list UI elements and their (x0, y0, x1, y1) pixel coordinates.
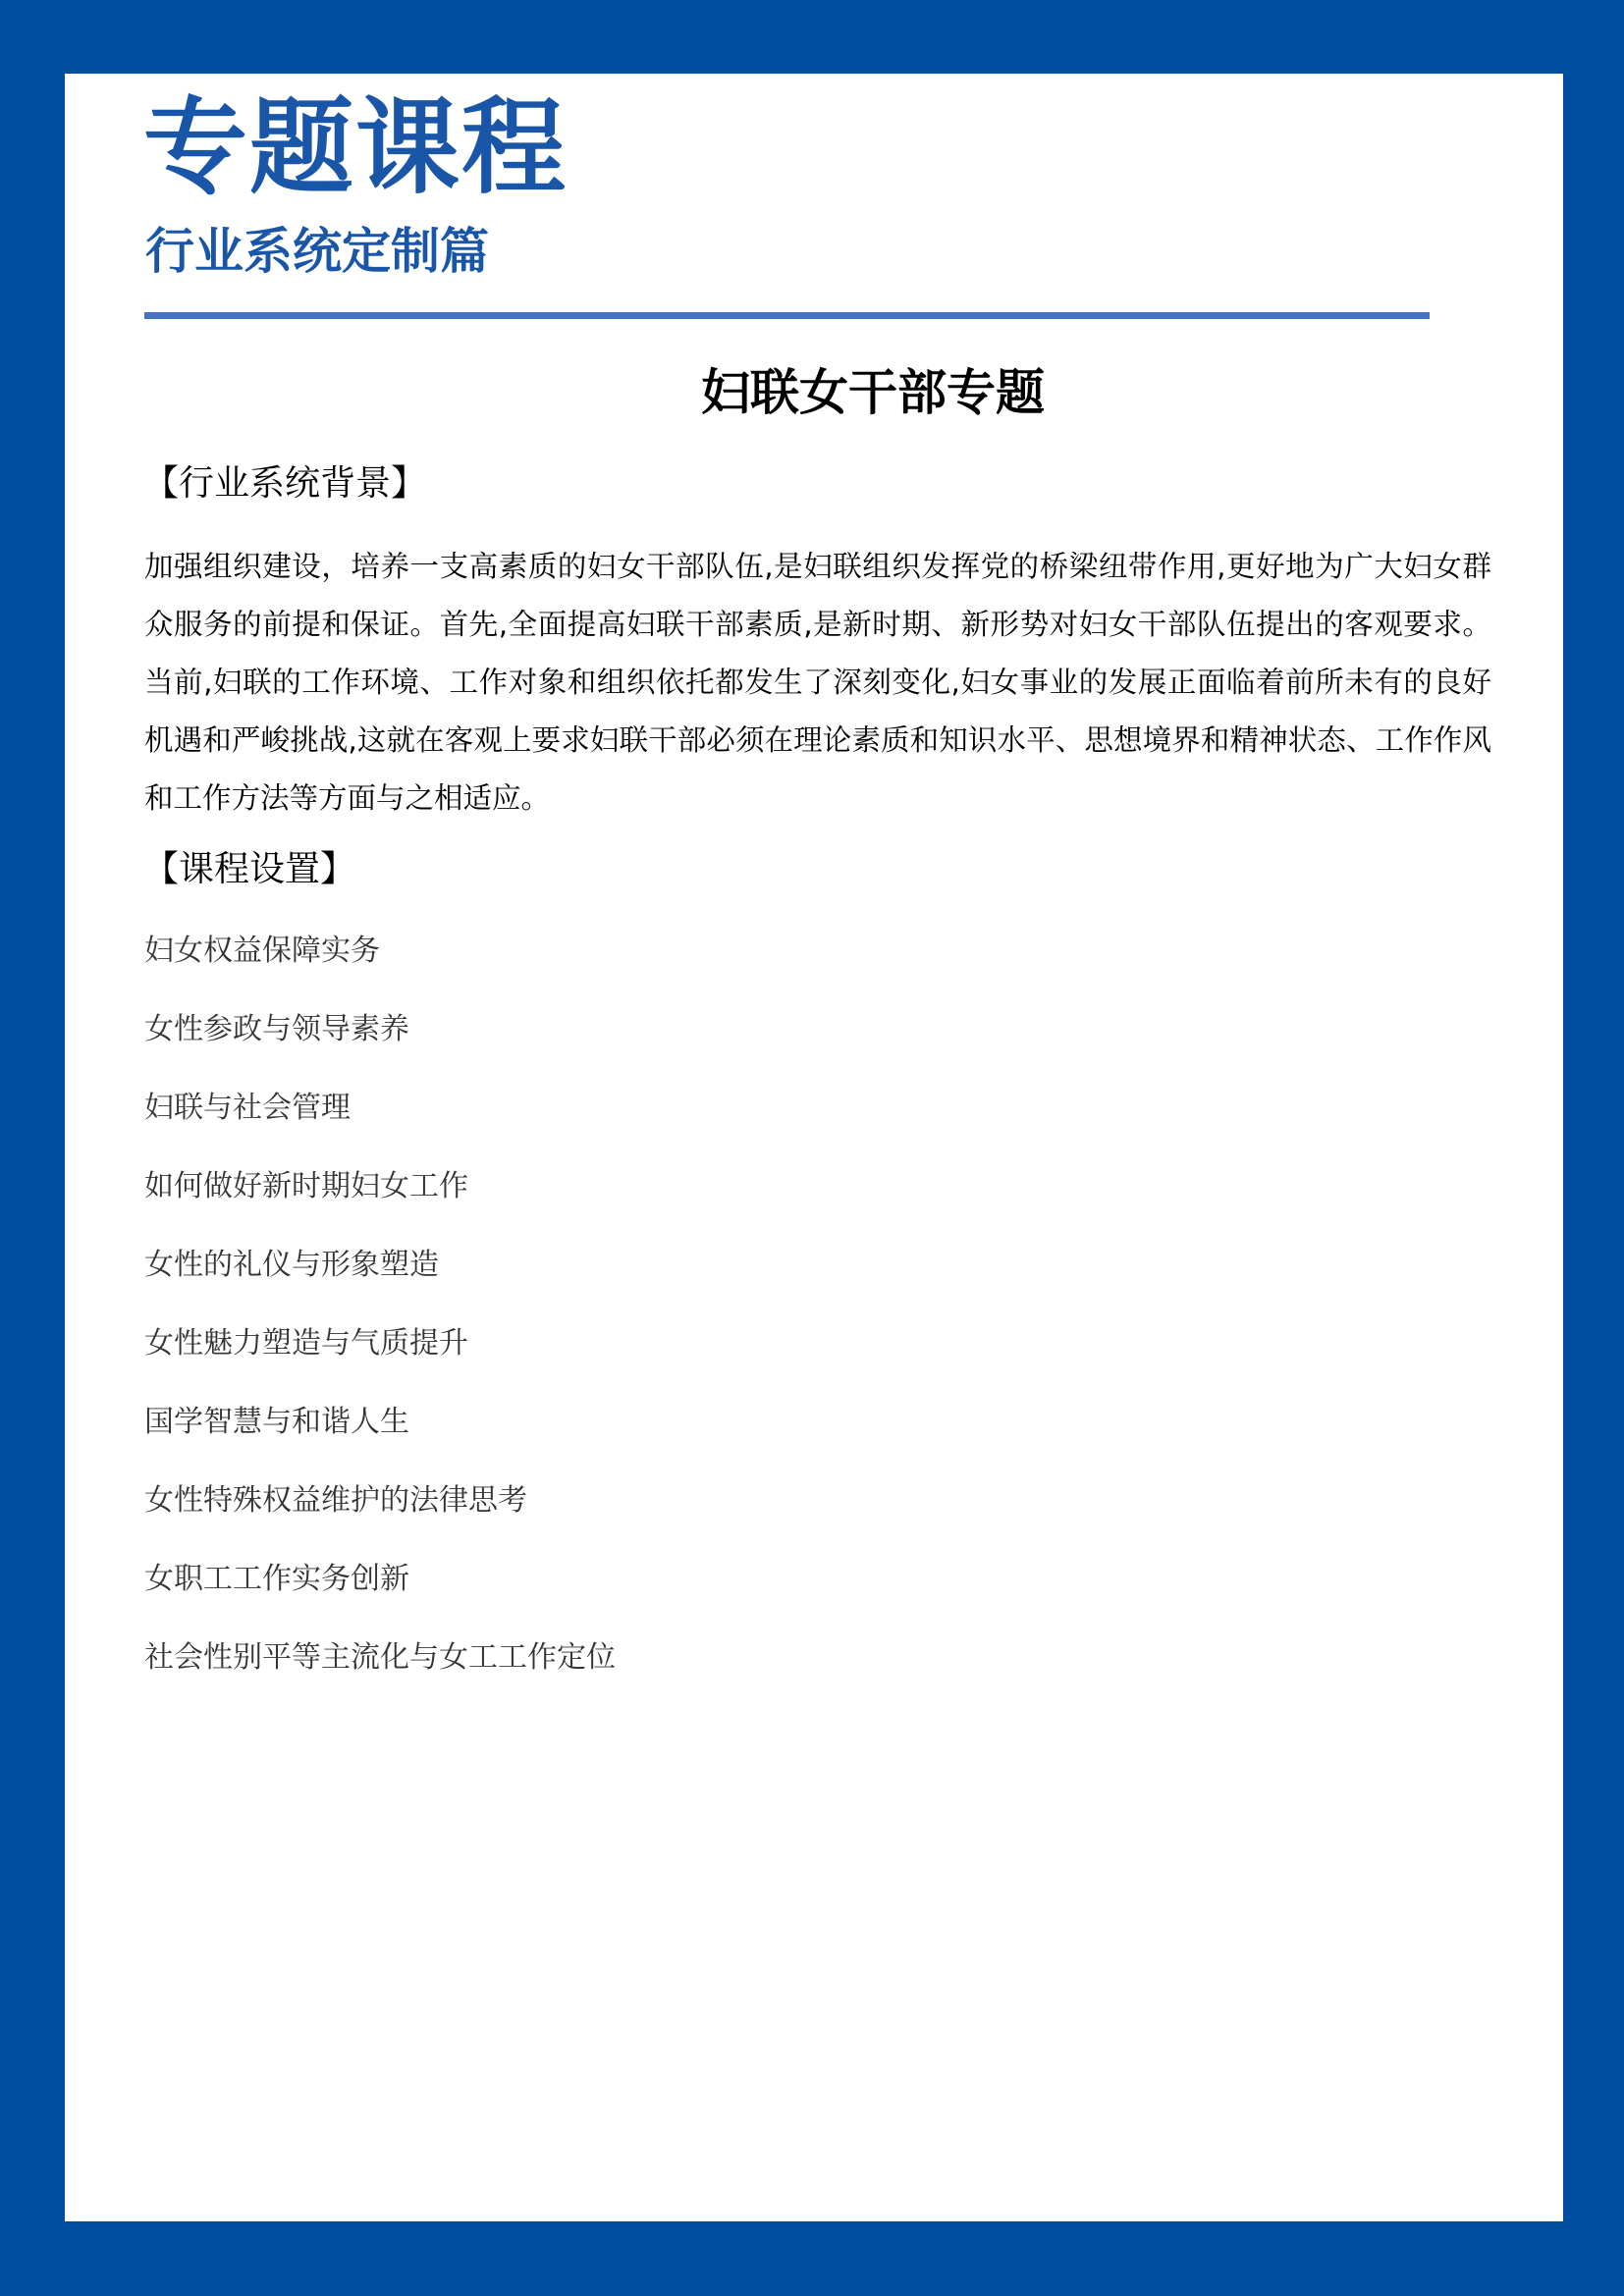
course-item: 社会性别平等主流化与女工工作定位 (144, 1640, 616, 1675)
course-item: 妇女权益保障实务 (144, 934, 380, 968)
course-item: 女性的礼仪与形象塑造 (144, 1248, 439, 1282)
sub-title: 行业系统定制篇 (145, 223, 489, 280)
course-item: 女性特殊权益维护的法律思考 (144, 1483, 527, 1518)
course-item: 女性魅力塑造与气质提升 (144, 1326, 468, 1361)
course-item: 如何做好新时期妇女工作 (144, 1169, 468, 1203)
course-list (144, 930, 616, 1715)
course-item: 女职工工作实务创新 (144, 1562, 409, 1596)
document-title: 妇联女干部专题 (701, 364, 1045, 421)
course-item: 女性参政与领导素养 (144, 1012, 409, 1046)
course-item: 妇联与社会管理 (144, 1091, 351, 1125)
title-divider (144, 312, 1430, 319)
background-section-heading: 【行业系统背景】 (143, 463, 427, 504)
page-content (65, 74, 1563, 2221)
background-paragraph: 加强组织建设，培养一支高素质的妇女干部队伍,是妇联组织发挥党的桥梁纽带作用,更好地为广大妇女群众服务的前提和保证。首先,全面提高妇联干部素质,是新时期、新形势对妇女干部队伍提出的客观要求。当前,妇联的工作环境、工作对象和组织依托都发生了深刻变化,妇女事业的发展正面临着前所未有的良好机遇和严峻挑战,这就在客观上要求妇联干部必须在理论素质和知识水平、思想境界和精神状态、工作作风和工作方法等方面与之相适应。 (144, 550, 1491, 815)
course-section-heading: 【课程设置】 (143, 849, 356, 889)
main-title: 专题课程 (143, 87, 568, 208)
course-item: 国学智慧与和谐人生 (144, 1405, 409, 1439)
